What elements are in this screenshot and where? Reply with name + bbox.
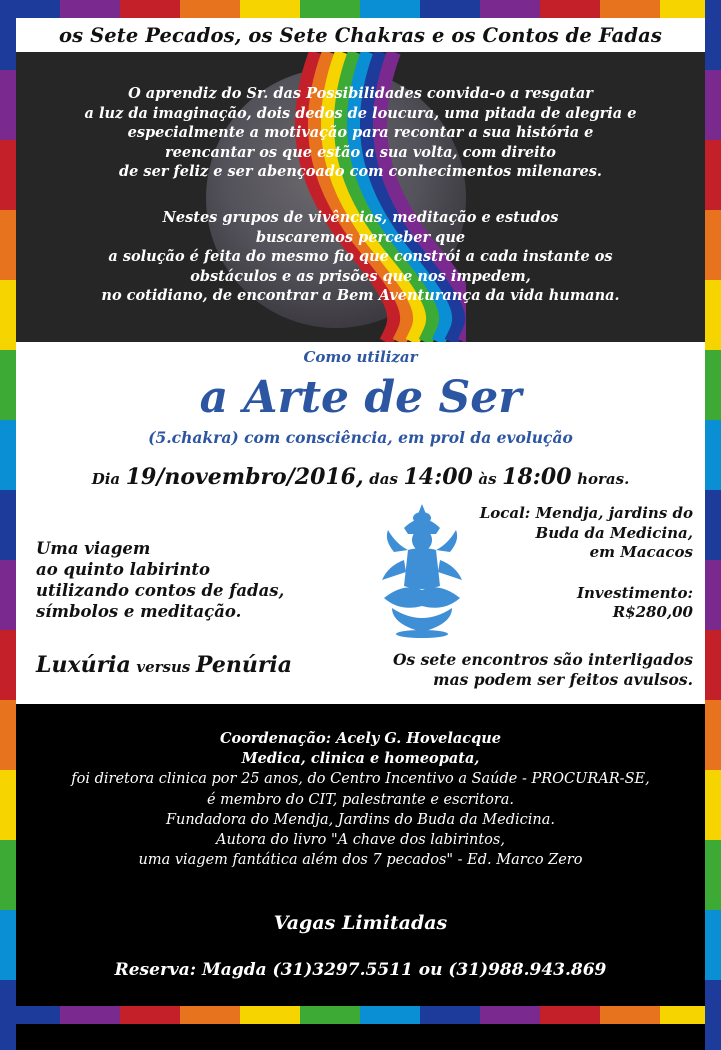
- border-segment: [0, 560, 16, 630]
- border-segment: [420, 1006, 480, 1024]
- border-segment: [705, 70, 721, 140]
- journey-description: [36, 538, 284, 622]
- border-segment: [0, 0, 16, 70]
- date-prefix: Dia: [91, 470, 121, 488]
- border-segment: [120, 0, 180, 18]
- location-line: Local: Mendja, jardins do: [479, 504, 693, 522]
- encounters-line: Os sete encontros são interligados: [392, 650, 693, 669]
- border-segment: [480, 1006, 540, 1024]
- intro-paragraph-2: [16, 208, 705, 306]
- intro-line: de ser feliz e ser abençoado com conhecimentos milenares.: [119, 163, 602, 181]
- border-segment: [705, 770, 721, 840]
- border-segment: [0, 210, 16, 280]
- journey-line: símbolos e meditação.: [36, 602, 242, 621]
- intro-line: reencantar os que estão a sua volta, com direito: [165, 143, 556, 161]
- intro-line: obstáculos e as prisões que nos impedem,: [190, 267, 531, 285]
- border-segment: [480, 0, 540, 18]
- border-segment: [705, 560, 721, 630]
- location-line: Buda da Medicina,: [535, 523, 693, 542]
- border-segment: [540, 1006, 600, 1024]
- border-segment: [0, 70, 16, 140]
- border-segment: [420, 0, 480, 18]
- bottom-rainbow-border: [0, 1006, 721, 1024]
- meditating-buddha-icon: [374, 500, 470, 640]
- intro-line: O aprendiz do Sr. das Possibilidades convida-o a resgatar: [128, 85, 593, 102]
- journey-line: ao quinto labirinto: [36, 560, 210, 579]
- bio-line: Fundadora do Mendja, Jardins do Buda da Medicina.: [166, 812, 555, 828]
- event-date-line: [16, 464, 705, 490]
- border-segment: [0, 770, 16, 840]
- intro-line: Nestes grupos de vivências, meditação e estudos: [162, 209, 559, 226]
- event-tagline: (5.chakra) com consciência, em prol da evolução: [148, 428, 573, 447]
- event-section: [16, 342, 705, 704]
- border-segment: [0, 840, 16, 910]
- border-segment: [705, 700, 721, 770]
- theme-heading: [36, 652, 292, 678]
- border-segment: [0, 700, 16, 770]
- theme-versus: versus: [136, 658, 191, 676]
- intro-line: a solução é feita do mesmo fio que constrói a cada instante os: [108, 248, 613, 266]
- theme-left: Luxúria: [36, 652, 131, 678]
- border-segment: [705, 910, 721, 980]
- spacer: [480, 563, 693, 584]
- right-rainbow-border: [705, 0, 721, 1024]
- encounters-line: mas podem ser feitos avulsos.: [433, 670, 693, 689]
- border-segment: [705, 140, 721, 210]
- bio-line: foi diretora clinica por 25 anos, do Centro Incentivo a Saúde - PROCURAR-SE,: [71, 771, 650, 787]
- reservation-contact: Reserva: Magda (31)3297.5511 ou (31)988.943.869: [114, 960, 607, 980]
- intro-line: no cotidiano, de encontrar a Bem Aventurança da vida humana.: [101, 287, 620, 305]
- intro-line: a luz da imaginação, dois dedos de loucura, uma pitada de alegria e: [84, 104, 637, 122]
- border-segment: [540, 0, 600, 18]
- footer-section: [16, 704, 705, 1006]
- border-segment: [705, 630, 721, 700]
- border-segment: [0, 980, 16, 1050]
- date-from-label: das: [369, 470, 398, 488]
- limited-seats: Vagas Limitadas: [273, 912, 448, 934]
- intro-paragraph-1: [16, 84, 705, 182]
- encounters-note: [393, 650, 693, 690]
- border-segment: [300, 0, 360, 18]
- bio-line: é membro do CIT, palestrante e escritora.: [206, 792, 514, 808]
- location-line: em Macacos: [589, 543, 693, 561]
- page-title: os Sete Pecados, os Sete Chakras e os Contos de Fadas: [59, 23, 662, 47]
- border-segment: [0, 350, 16, 420]
- border-segment: [705, 840, 721, 910]
- border-segment: [705, 0, 721, 70]
- border-segment: [180, 0, 240, 18]
- left-rainbow-border: [0, 0, 16, 1024]
- border-segment: [360, 1006, 420, 1024]
- event-subtitle: Como utilizar: [303, 348, 418, 366]
- top-rainbow-border: [0, 0, 721, 18]
- intro-line: buscaremos perceber que: [255, 228, 466, 246]
- border-segment: [600, 0, 660, 18]
- border-segment: [705, 280, 721, 350]
- border-segment: [0, 490, 16, 560]
- border-segment: [705, 980, 721, 1050]
- event-headline: a Arte de Ser: [199, 372, 522, 423]
- border-segment: [180, 1006, 240, 1024]
- border-segment: [705, 350, 721, 420]
- intro-line: especialmente a motivação para recontar a sua história e: [127, 124, 594, 142]
- theme-right: Penúria: [195, 652, 293, 678]
- border-segment: [0, 420, 16, 490]
- date-to-label: às: [478, 470, 497, 488]
- border-segment: [60, 0, 120, 18]
- investment-label: Investimento:: [576, 583, 693, 602]
- journey-line: utilizando contos de fadas,: [36, 581, 285, 600]
- border-segment: [705, 490, 721, 560]
- location-and-price: [480, 504, 693, 623]
- border-segment: [705, 420, 721, 490]
- journey-line: Uma viagem: [36, 539, 151, 558]
- border-segment: [120, 1006, 180, 1024]
- border-segment: [300, 1006, 360, 1024]
- intro-section: [16, 52, 705, 342]
- border-segment: [0, 630, 16, 700]
- title-band: [16, 18, 705, 52]
- coordinator-profession: Medica, clinica e homeopata,: [241, 750, 480, 767]
- border-segment: [705, 210, 721, 280]
- coordinator-name: Coordenação: Acely G. Hovelacque: [219, 730, 502, 747]
- border-segment: [0, 280, 16, 350]
- border-segment: [0, 910, 16, 980]
- border-segment: [600, 1006, 660, 1024]
- date-suffix: horas.: [577, 470, 630, 488]
- start-time: 14:00: [403, 464, 473, 490]
- bio-line: uma viagem fantática além dos 7 pecados" - Ed. Marco Zero: [138, 852, 583, 868]
- bio-line: Autora do livro "A chave dos labirintos,: [216, 832, 505, 848]
- border-segment: [0, 140, 16, 210]
- investment-value: R$280,00: [612, 603, 693, 621]
- border-segment: [60, 1006, 120, 1024]
- end-time: 18:00: [502, 464, 572, 490]
- date-value: 19/novembro/2016,: [125, 464, 364, 490]
- border-segment: [240, 1006, 300, 1024]
- border-segment: [240, 0, 300, 18]
- border-segment: [360, 0, 420, 18]
